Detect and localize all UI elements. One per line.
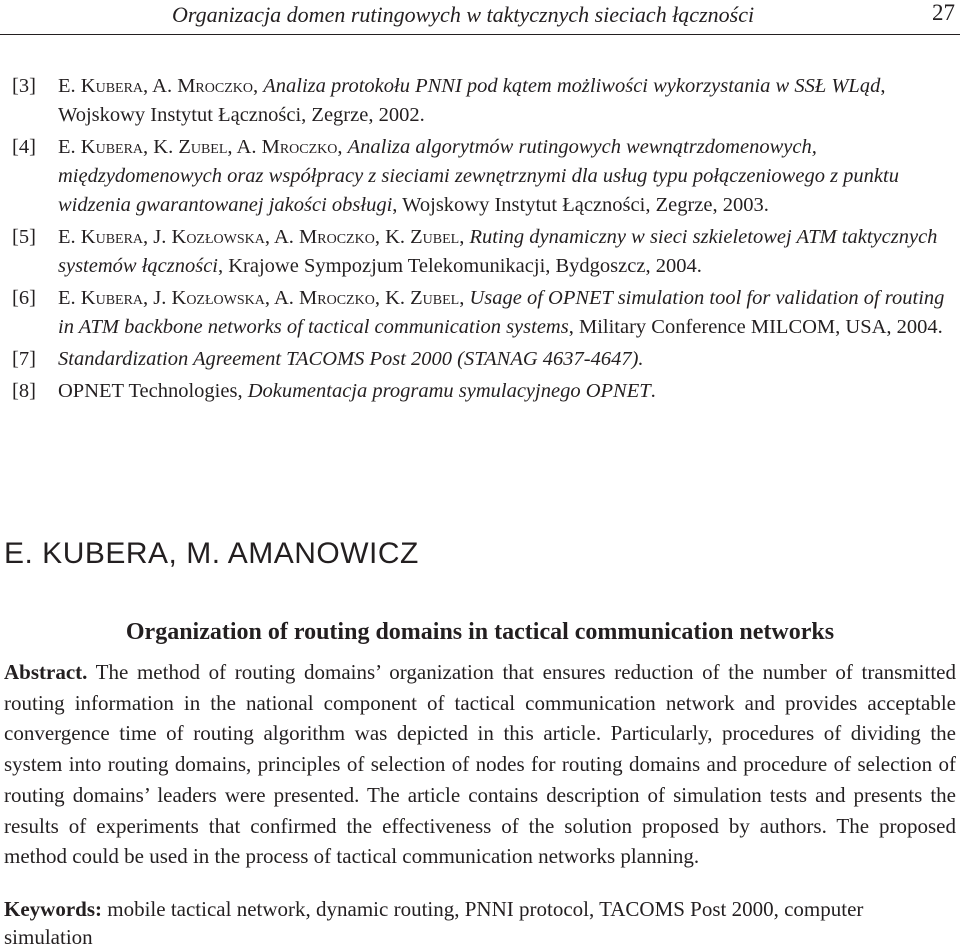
reference-item [12, 223, 956, 281]
reference-title: Ruting dynamiczny w sieci szkieletowej ATM taktycznych systemów łączności [58, 226, 938, 277]
reference-details: , Wojskowy Instytut Łączności, Zegrze, 2002. [58, 75, 886, 126]
reference-title: Standardization Agreement TACOMS Post 2000 (STANAG 4637-4647). [58, 348, 644, 370]
reference-text [58, 345, 956, 374]
reference-title: Usage of OPNET simulation tool for validation of routing in ATM backbone networks of tactical communication systems [58, 287, 945, 338]
reference-separator: , [459, 287, 470, 309]
reference-separator: , [253, 75, 264, 97]
reference-item [12, 377, 956, 406]
running-header-title: Organizacja domen rutingowych w taktycznych sieciach łączności [172, 2, 755, 27]
keywords-text: mobile tactical network, dynamic routing, PNNI protocol, TACOMS Post 2000, computer simulation [4, 897, 864, 949]
keywords [4, 895, 956, 951]
reference-separator: , [459, 226, 470, 248]
reference-authors: Kubera, K. Zubel, A. Mroczko [80, 136, 338, 158]
reference-details: , Krajowe Sympozjum Telekomunikacji, Bydgoszcz, 2004. [218, 255, 702, 277]
reference-item [12, 72, 956, 130]
reference-list [12, 72, 956, 409]
abstract-label: Abstract. [4, 660, 88, 684]
reference-title: Analiza protokołu PNNI pod kątem możliwości wykorzystania w SSŁ WLąd [263, 75, 881, 97]
reference-item [12, 133, 956, 220]
reference-authors: Kubera, A. Mroczko [80, 75, 253, 97]
reference-number: [6] [12, 287, 36, 309]
page-number: 27 [932, 0, 955, 25]
reference-number: [8] [12, 380, 36, 402]
reference-text [58, 72, 956, 130]
article-title: Organization of routing domains in tactical communication networks [125, 619, 835, 645]
abstract [4, 657, 956, 872]
reference-number: [4] [12, 136, 36, 158]
reference-authors: Kubera, J. Kozłowska, A. Mroczko, K. Zubel [80, 226, 460, 248]
reference-number: [7] [12, 348, 36, 370]
reference-details: , Wojskowy Instytut Łączności, Zegrze, 2003. [392, 194, 769, 216]
reference-text [58, 223, 956, 281]
reference-authors-plain: OPNET Technologies, [58, 380, 248, 402]
reference-authors: Kubera, J. Kozłowska, A. Mroczko, K. Zubel [80, 287, 460, 309]
reference-authors-plain: E. [58, 226, 81, 248]
reference-text [58, 284, 956, 342]
reference-item [12, 345, 956, 374]
reference-details: . [650, 380, 656, 402]
reference-text [58, 133, 956, 220]
reference-number: [5] [12, 226, 36, 248]
reference-authors-plain: E. [58, 75, 81, 97]
reference-item [12, 284, 956, 342]
reference-title: Analiza algorytmów rutingowych wewnątrzdomenowych, międzydomenowych oraz współpracy z sieciami zewnętrznymi dla usług typu połączeniowego z punktu widzenia gwarantowanej jakości obsługi [58, 136, 899, 216]
reference-title: Dokumentacja programu symulacyjnego OPNET [247, 380, 651, 402]
header-rule [0, 34, 960, 35]
abstract-text: The method of routing domains’ organization that ensures reduction of the number of transmitted routing information in the national component of tactical communication network and provides acceptable convergence time of routing algorithm was depicted in this article. Particularly, procedures of dividing the system into routing domains, principles of selection of nodes for routing domains and procedure of selection of routing domains’ leaders were presented. The article contains description of simulation tests and presents the results of experiments that confirmed the effectiveness of the solution proposed by authors. The proposed method could be used in the process of tactical communication networks planning. [4, 660, 956, 869]
running-header [0, 0, 960, 40]
reference-text [58, 377, 956, 406]
reference-authors-plain: E. [58, 287, 81, 309]
reference-details: , Military Conference MILCOM, USA, 2004. [568, 316, 943, 338]
reference-separator: , [337, 136, 348, 158]
keywords-label: Keywords: [4, 897, 102, 921]
article-authors: E. KUBERA, M. AMANOWICZ [4, 537, 419, 570]
reference-authors-plain: E. [58, 136, 81, 158]
reference-number: [3] [12, 75, 36, 97]
